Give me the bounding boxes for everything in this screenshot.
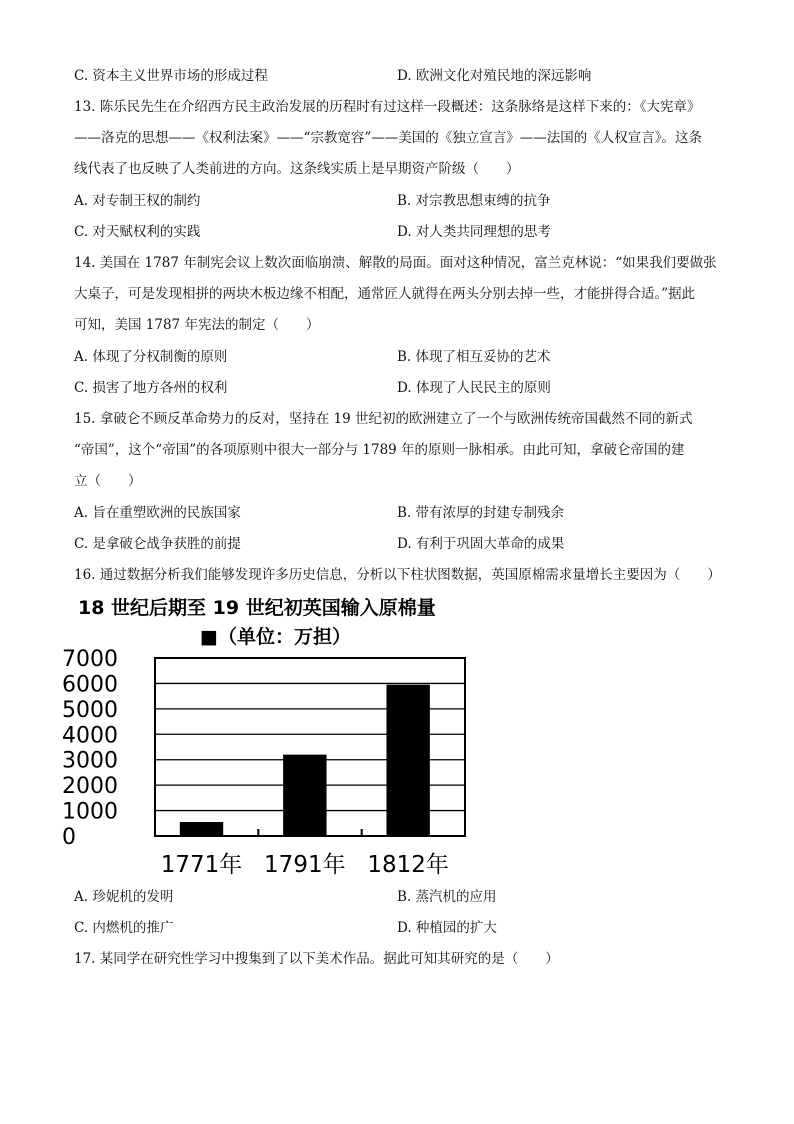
chart-title: 18 世纪后期至 19 世纪初英国输入原棉量 — [78, 597, 436, 619]
x-tick-label: 1791年 — [264, 852, 346, 878]
y-tick-label: 0 — [62, 825, 76, 850]
q14-option-b[interactable]: B. 体现了相互妥协的艺术 — [397, 349, 551, 365]
q15-option-a[interactable]: A. 旨在重塑欧洲的民族国家 — [74, 505, 241, 521]
q15-stem-line-3: 立（ ） — [74, 473, 142, 489]
y-tick-label: 3000 — [62, 748, 118, 774]
q14-option-a[interactable]: A. 体现了分权制衡的原则 — [74, 349, 228, 365]
q15-option-c[interactable]: C. 是拿破仑战争获胜的前提 — [74, 536, 241, 552]
y-tick-label: 6000 — [62, 672, 118, 698]
bar-1791年 — [283, 755, 326, 836]
q16-option-a[interactable]: A. 珍妮机的发明 — [74, 889, 174, 905]
q16-option-b[interactable]: B. 蒸汽机的应用 — [397, 889, 497, 905]
q15-option-b[interactable]: B. 带有浓厚的封建专制残余 — [397, 505, 565, 521]
q16-stem-line-1: 16. 通过数据分析我们能够发现许多历史信息，分析以下柱状图数据，英国原棉需求量增长主要因为（ ） — [74, 567, 721, 583]
y-tick-label: 5000 — [62, 697, 118, 723]
q15-stem-line-2: “帝国”，这个“帝国”的各项原则中很大一部分与 1789 年的原则一脉相承。由此可知，拿破仑帝国的建 — [74, 442, 685, 458]
q13-option-a[interactable]: A. 对专制王权的制约 — [74, 193, 201, 209]
y-tick-label: 2000 — [62, 774, 118, 800]
q14-stem-line-3: 可知，美国 1787 年宪法的制定（ ） — [74, 317, 320, 333]
bar-1771年 — [180, 822, 223, 836]
bar-1812年 — [386, 685, 429, 836]
q13-stem-line-3: 线代表了也反映了人类前进的方向。这条线实质上是早期资产阶级（ ） — [74, 161, 520, 177]
q13-option-b[interactable]: B. 对宗教思想束缚的抗争 — [397, 193, 551, 209]
q16-option-d[interactable]: D. 种植园的扩大 — [397, 920, 497, 936]
q17-stem-line-1: 17. 某同学在研究性学习中搜集到了以下美术作品。据此可知其研究的是（ ） — [74, 951, 559, 967]
q13-option-d[interactable]: D. 对人类共同理想的思考 — [397, 224, 551, 240]
x-tick-label: 1812年 — [367, 852, 449, 878]
chart-legend: ■（单位：万担） — [200, 626, 351, 648]
x-axis-ticks — [161, 852, 449, 878]
cotton-import-bar-chart — [60, 590, 480, 882]
q15-option-d[interactable]: D. 有利于巩固大革命的成果 — [397, 536, 565, 552]
q15-stem-line-1: 15. 拿破仑不顾反革命势力的反对，坚持在 19 世纪初的欧洲建立了一个与欧洲传统帝国截然不同的新式 — [74, 411, 693, 427]
y-axis-ticks — [62, 647, 118, 850]
y-tick-label: 7000 — [62, 647, 118, 672]
y-tick-label: 1000 — [62, 799, 118, 825]
q13-stem-line-1: 13. 陈乐民先生在介绍西方民主政治发展的历程时有过这样一段概述：这条脉络是这样下来的：《大宪章》 — [74, 99, 701, 115]
y-tick-label: 4000 — [62, 723, 118, 749]
q14-stem-line-2: 大桌子，可是发现相拼的两块木板边缘不相配，通常匠人就得在两头分别去掉一些，才能拼得合适。”据此 — [74, 286, 696, 302]
q12-option-c[interactable]: C. 资本主义世界市场的形成过程 — [74, 68, 268, 84]
q16-option-c[interactable]: C. 内燃机的推广 — [74, 920, 174, 936]
q13-option-c[interactable]: C. 对天赋权利的实践 — [74, 224, 201, 240]
q12-option-d[interactable]: D. 欧洲文化对殖民地的深远影响 — [397, 68, 592, 84]
q14-option-d[interactable]: D. 体现了人民民主的原则 — [397, 380, 551, 396]
q14-stem-line-1: 14. 美国在 1787 年制宪会议上数次面临崩溃、解散的局面。面对这种情况，富兰克林说：“如果我们要做张 — [74, 255, 717, 271]
x-tick-label: 1771年 — [160, 852, 243, 878]
q14-option-c[interactable]: C. 损害了地方各州的权利 — [74, 380, 228, 396]
q13-stem-line-2: ——洛克的思想——《权利法案》——“宗教宽容”——美国的《独立宣言》——法国的《人权宣言》。这条 — [74, 130, 703, 146]
